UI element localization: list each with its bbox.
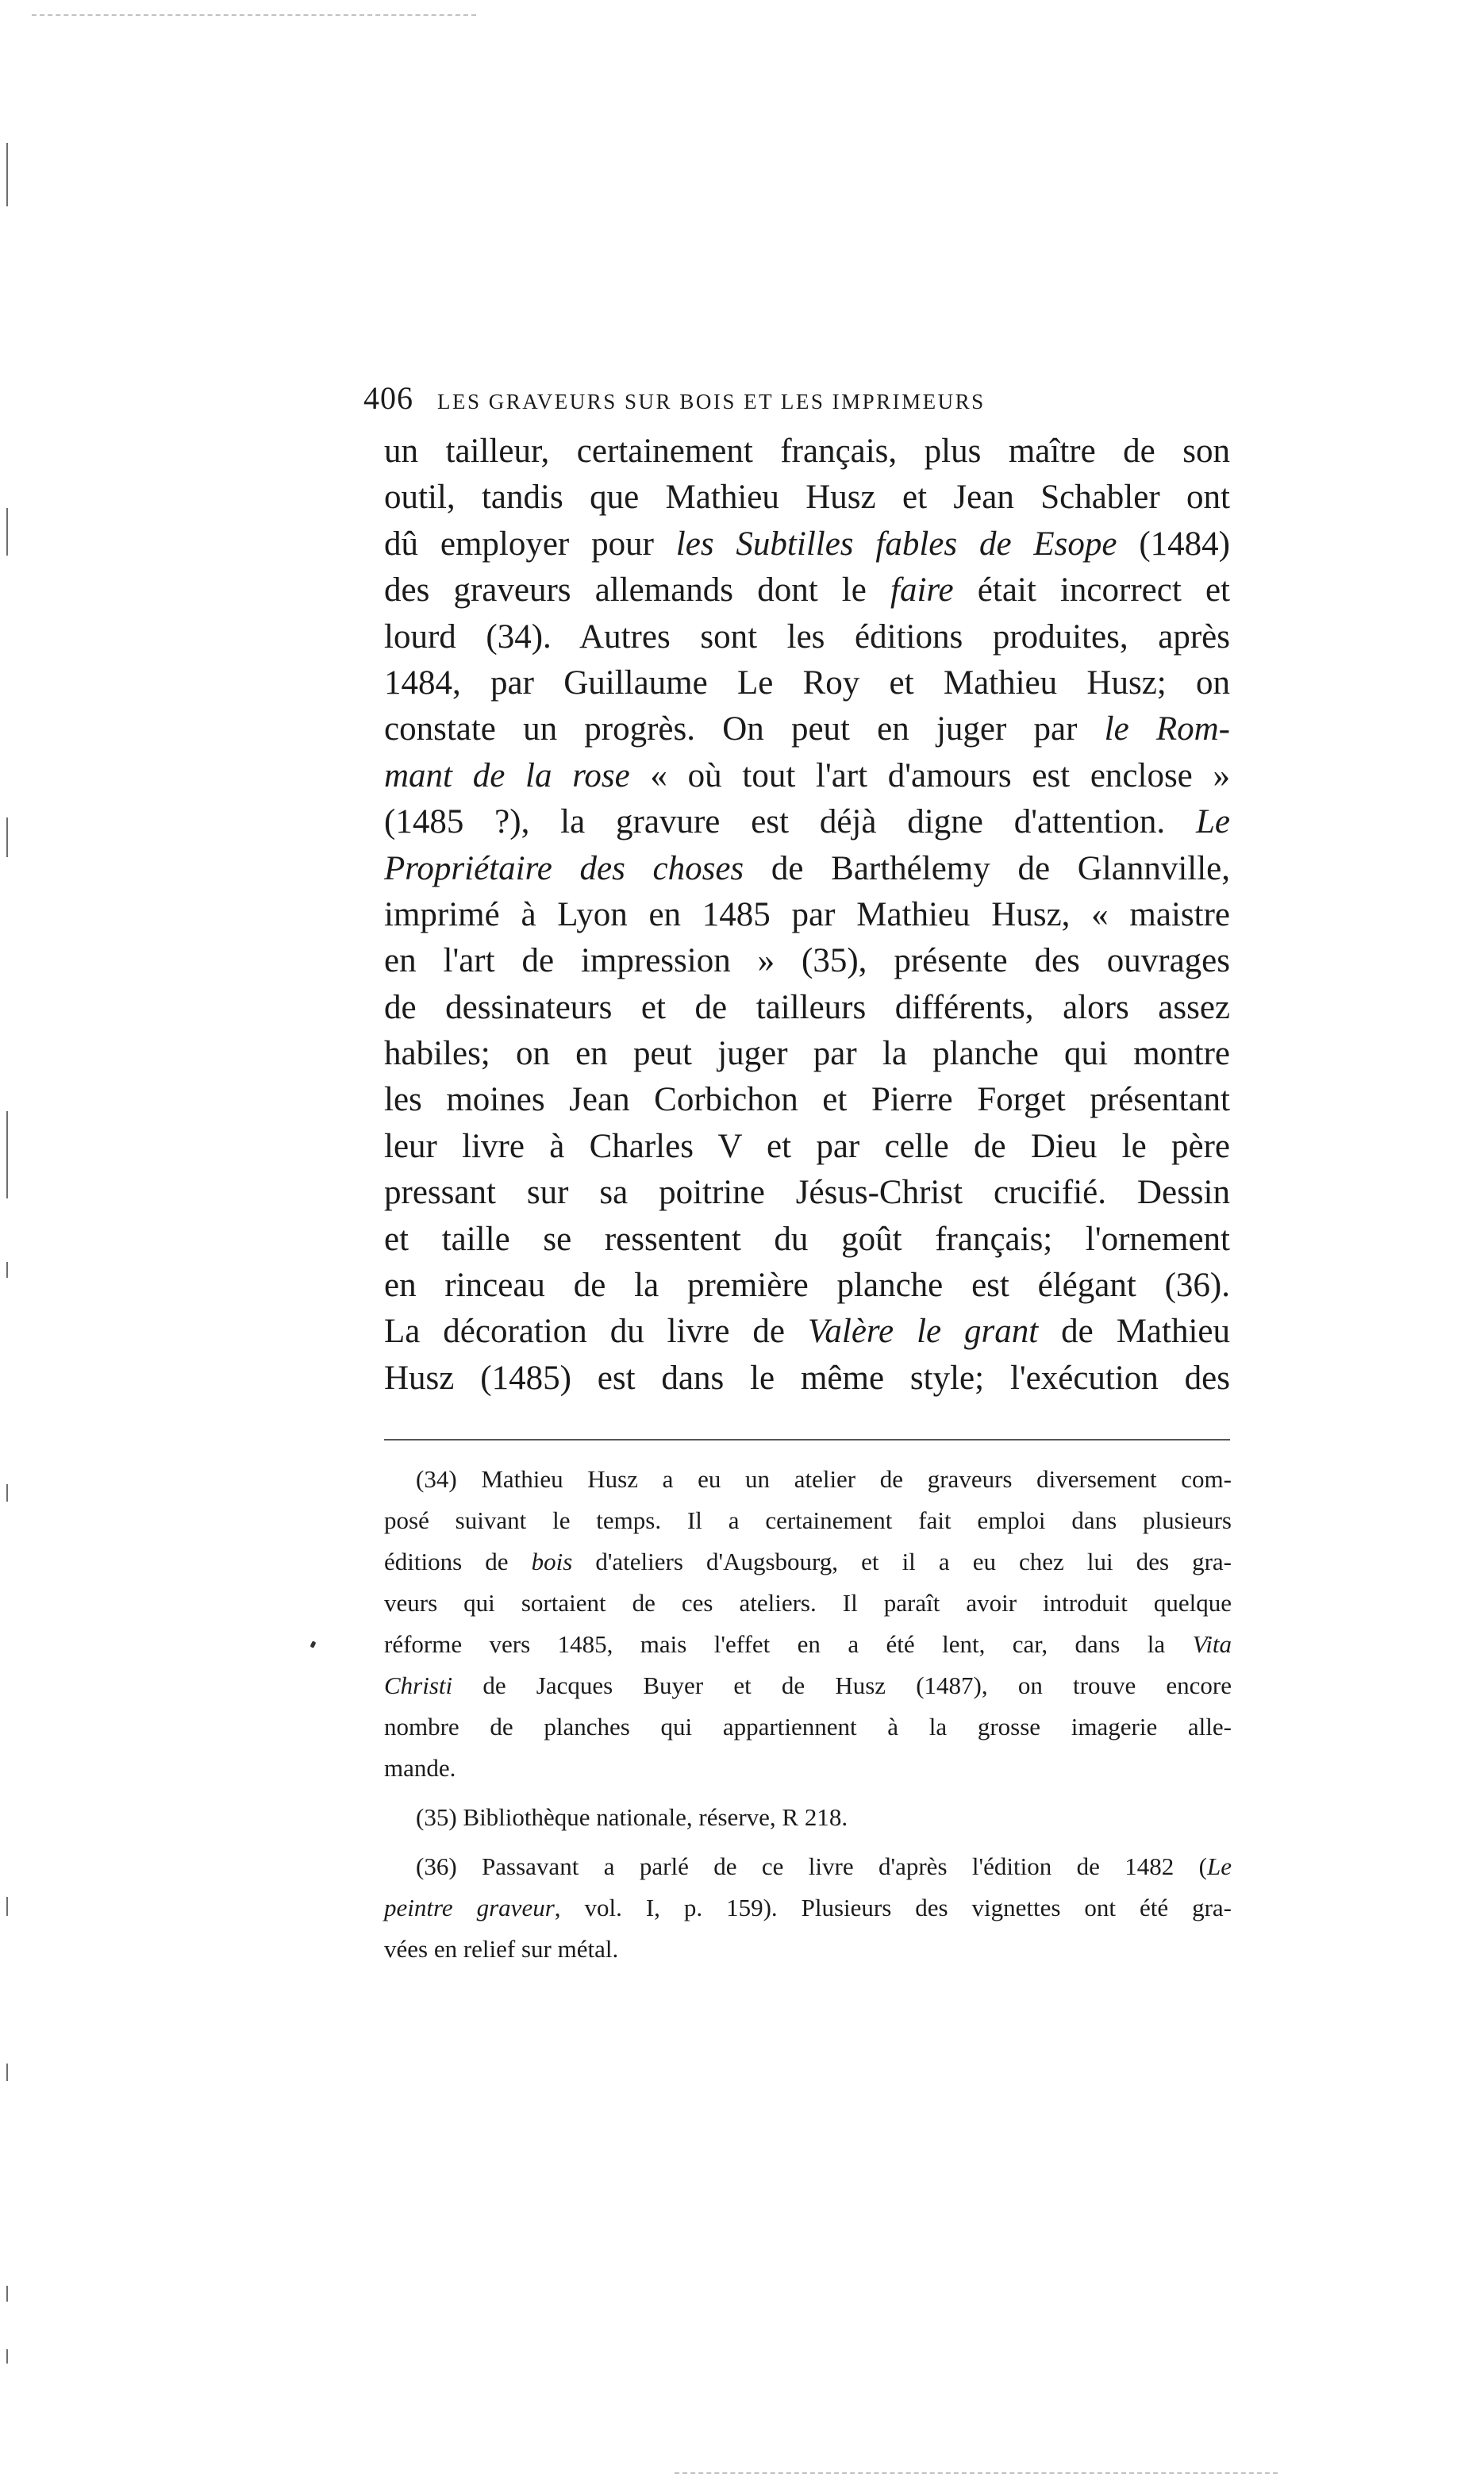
body-line: habiles; on en peut juger par la planche qui montre [384,1035,1230,1073]
body-line-text: (1484) [1117,525,1230,563]
footnote-text: éditions de [384,1548,532,1575]
body-line-text: de Mathieu [1038,1313,1230,1351]
scan-left-edge-mark [6,1484,8,1502]
book-title: Christi [384,1671,453,1699]
ink-speck [310,1641,317,1648]
book-title: le Rom- [1104,710,1230,748]
footnote-line: vées en relief sur métal. [384,1935,619,1963]
book-title: Valère le grant [807,1313,1039,1351]
body-line: de dessinateurs et de tailleurs différents, alors assez [384,988,1230,1026]
page-number: 406 [363,380,413,416]
body-line-text: La décoration du livre de [384,1313,808,1351]
body-line [384,799,1230,845]
book-title: Le [1196,803,1230,841]
footnote-line [384,1887,1232,1929]
footnote-text: , vol. I, p. 159). Plusieurs des vignettes ont été gra- [554,1894,1232,1921]
body-line-text: (1485 ?), la gravure est déjà digne d'attention. [384,803,1196,841]
body-line-text: des graveurs allemands dont le [384,571,891,610]
body-line: leur livre à Charles V et par celle de Dieu le père [384,1127,1230,1165]
body-line: Husz (1485) est dans le même style; l'exécution des [384,1359,1230,1397]
footnote-line: nombre de planches qui appartiennent à la grosse imagerie alle- [384,1713,1232,1741]
body-line [384,753,1230,799]
body-line [384,706,1230,752]
footnote-text: réforme vers 1485, mais l'effet en a été lent, car, dans la [384,1630,1193,1658]
body-line [384,521,1230,567]
footnote-36 [384,1846,1232,1970]
footnote-line [384,1624,1232,1665]
book-title: Propriétaire des choses [384,849,744,887]
book-title: peintre graveur [384,1894,555,1921]
footnote-rule [384,1439,1230,1441]
footnote-text: d'ateliers d'Augsbourg, et il a eu chez lui des gra- [572,1548,1232,1575]
body-line [384,1309,1230,1355]
book-title: les Subtilles fables de Esope [675,525,1117,563]
body-line: et taille se ressentent du goût français; l'ornement [384,1220,1230,1258]
scan-left-edge-mark [6,508,8,556]
running-head [363,379,1165,419]
book-title: Le [1207,1852,1232,1880]
italic-term: faire [890,571,954,610]
footnote-line: mande. [384,1754,456,1782]
footnote-text: (36) Passavant a parlé de ce livre d'après l'édition de 1482 ( [416,1852,1207,1880]
body-line-text: de Barthélemy de Glannville, [744,849,1230,887]
body-line: les moines Jean Corbichon et Pierre Forget présentant [384,1081,1230,1119]
scan-left-edge-mark [6,2349,8,2364]
body-line: lourd (34). Autres sont les éditions produites, après [384,617,1230,656]
body-line-text: dû employer pour [384,525,676,563]
book-title: mant de la rose [384,756,630,794]
footnote-35 [384,1797,1232,1838]
body-line-text: « où tout l'art d'amours est enclose » [629,756,1230,794]
body-line-text: constate un progrès. On peut en juger par [384,710,1105,748]
footnotes [384,1459,1232,1970]
footnote-line: veurs qui sortaient de ces ateliers. Il paraît avoir introduit quelque [384,1589,1232,1617]
running-title: LES GRAVEURS SUR BOIS ET LES IMPRIMEURS [437,390,986,414]
scan-left-edge-mark [6,2064,8,2081]
scan-left-edge-mark [6,1897,8,1916]
body-line: imprimé à Lyon en 1485 par Mathieu Husz, « maistre [384,895,1230,933]
scan-left-edge-mark [6,1111,8,1198]
scan-bottom-edge [675,2472,1278,2474]
body-line: 1484, par Guillaume Le Roy et Mathieu Husz; on [384,664,1230,702]
body-line [384,846,1230,892]
footnote-line: (35) Bibliothèque nationale, réserve, R 218. [416,1803,848,1831]
body-line: un tailleur, certainement français, plus maître de son [384,433,1230,470]
body-line: en l'art de impression » (35), présente des ouvrages [384,942,1230,980]
body-line [384,567,1230,614]
body-line: pressant sur sa poitrine Jésus-Christ crucifié. Dessin [384,1174,1230,1212]
scan-left-edge-mark [6,817,8,857]
footnote-line: posé suivant le temps. Il a certainement fait emploi dans plusieurs [384,1506,1232,1534]
italic-term: bois [531,1548,573,1575]
scan-left-edge-mark [6,2286,8,2302]
footnote-34 [384,1459,1232,1789]
body-line-text: était incorrect et [953,571,1230,610]
body-text [384,429,1230,1402]
footnote-line [384,1541,1232,1583]
scan-left-edge-mark [6,143,8,206]
book-title: Vita [1192,1630,1232,1658]
footnote-line: (34) Mathieu Husz a eu un atelier de graveurs diversement com- [416,1465,1232,1493]
scan-left-edge-mark [6,1262,8,1278]
body-line: outil, tandis que Mathieu Husz et Jean Schabler ont [384,479,1230,517]
footnote-line [384,1665,1232,1706]
scan-top-edge [32,14,476,16]
footnote-line [384,1846,1232,1887]
body-line: en rinceau de la première planche est élégant (36). [384,1267,1230,1305]
footnote-text: de Jacques Buyer et de Husz (1487), on trouve encore [452,1671,1232,1699]
